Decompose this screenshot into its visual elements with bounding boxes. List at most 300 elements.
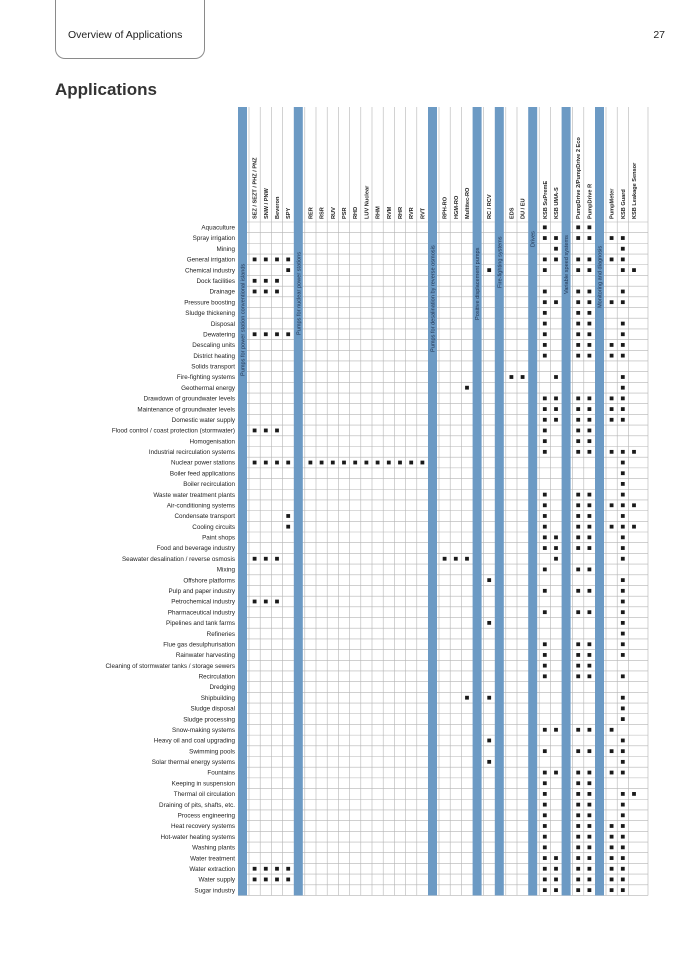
mark — [588, 503, 592, 507]
mark — [576, 354, 580, 358]
mark — [264, 429, 268, 433]
mark — [621, 749, 625, 753]
mark — [576, 728, 580, 732]
mark — [621, 557, 625, 561]
mark — [632, 792, 636, 796]
mark — [543, 503, 547, 507]
mark — [554, 557, 558, 561]
mark — [576, 546, 580, 550]
mark — [588, 749, 592, 753]
row-label: Washing plants — [192, 844, 235, 852]
row-label: Sugar industry — [194, 887, 235, 895]
mark — [253, 878, 257, 882]
mark — [610, 856, 614, 860]
mark — [576, 771, 580, 775]
mark — [588, 845, 592, 849]
mark — [621, 396, 625, 400]
mark — [588, 429, 592, 433]
mark — [588, 525, 592, 529]
group-strip — [595, 107, 604, 895]
mark — [543, 311, 547, 315]
mark — [275, 878, 279, 882]
mark — [286, 268, 290, 272]
mark — [621, 717, 625, 721]
mark — [487, 268, 491, 272]
mark — [443, 557, 447, 561]
mark — [576, 568, 580, 572]
mark — [610, 878, 614, 882]
mark — [409, 461, 413, 465]
mark — [621, 760, 625, 764]
mark — [588, 268, 592, 272]
mark — [576, 268, 580, 272]
mark — [588, 824, 592, 828]
group-label: Fire-fighting systems — [497, 236, 504, 288]
mark — [543, 300, 547, 304]
mark — [554, 247, 558, 251]
mark — [543, 225, 547, 229]
mark — [264, 332, 268, 336]
group-strip — [428, 107, 437, 895]
mark — [576, 835, 580, 839]
mark — [621, 792, 625, 796]
mark — [264, 279, 268, 283]
mark — [543, 803, 547, 807]
row-label: Maintenance of groundwater levels — [137, 406, 235, 414]
column-header: KSB SuPremE — [542, 180, 549, 219]
row-label: Cooling circuits — [192, 523, 235, 531]
mark — [621, 706, 625, 710]
mark — [554, 771, 558, 775]
row-label: Boiler feed applications — [169, 470, 235, 478]
mark — [621, 642, 625, 646]
mark — [621, 878, 625, 882]
row-label: Petrochemical industry — [171, 598, 235, 606]
column-header: Multitec-RO — [465, 187, 471, 219]
mark — [588, 878, 592, 882]
page-title: Applications — [55, 80, 158, 99]
mark — [576, 888, 580, 892]
mark — [621, 268, 625, 272]
mark — [576, 749, 580, 753]
mark — [621, 653, 625, 657]
row-label: Solids transport — [191, 363, 235, 371]
row-label: Snow-making systems — [172, 726, 235, 734]
mark — [543, 568, 547, 572]
row-label: Domestic water supply — [171, 416, 235, 424]
mark — [621, 343, 625, 347]
mark — [286, 878, 290, 882]
mark — [398, 461, 402, 465]
mark — [264, 290, 268, 294]
mark — [588, 610, 592, 614]
mark — [487, 696, 491, 700]
row-label: Air-conditioning systems — [166, 502, 235, 510]
mark — [286, 258, 290, 262]
mark — [510, 375, 514, 379]
row-label: Industrial recirculation systems — [148, 449, 235, 457]
mark — [621, 813, 625, 817]
mark — [588, 300, 592, 304]
row-label: Heat recovery systems — [170, 823, 235, 831]
mark — [554, 878, 558, 882]
mark — [275, 557, 279, 561]
mark — [610, 450, 614, 454]
mark — [588, 888, 592, 892]
mark — [543, 493, 547, 497]
mark — [610, 343, 614, 347]
mark — [543, 546, 547, 550]
mark — [554, 258, 558, 262]
mark — [576, 493, 580, 497]
group-strip — [238, 107, 247, 895]
column-header: HGM-RO — [453, 195, 460, 219]
mark — [543, 610, 547, 614]
row-label: Geothermal energy — [181, 384, 235, 392]
mark — [588, 450, 592, 454]
mark — [621, 354, 625, 358]
mark — [576, 514, 580, 518]
row-label: Shipbuilding — [200, 694, 235, 702]
row-label: Offshore platforms — [183, 577, 235, 585]
mark — [621, 674, 625, 678]
mark — [588, 813, 592, 817]
mark — [621, 600, 625, 604]
mark — [621, 835, 625, 839]
mark — [543, 728, 547, 732]
mark — [576, 396, 580, 400]
section-tab-label: Overview of Applications — [68, 29, 183, 41]
mark — [275, 258, 279, 262]
mark — [621, 535, 625, 539]
mark — [588, 396, 592, 400]
mark — [253, 867, 257, 871]
mark — [621, 546, 625, 550]
mark — [465, 696, 469, 700]
group-label: Drives — [530, 231, 537, 247]
row-label: Pressure boosting — [184, 299, 235, 307]
mark — [576, 845, 580, 849]
mark — [588, 803, 592, 807]
mark — [543, 867, 547, 871]
mark — [543, 439, 547, 443]
mark — [253, 461, 257, 465]
mark — [543, 236, 547, 240]
mark — [264, 867, 268, 871]
mark — [632, 503, 636, 507]
mark — [543, 845, 547, 849]
mark — [621, 578, 625, 582]
mark — [543, 781, 547, 785]
row-label: Paint shops — [202, 534, 235, 542]
mark — [543, 332, 547, 336]
mark — [588, 867, 592, 871]
mark — [554, 867, 558, 871]
mark — [610, 771, 614, 775]
mark — [554, 407, 558, 411]
mark — [621, 450, 625, 454]
mark — [543, 642, 547, 646]
mark — [576, 300, 580, 304]
mark — [621, 332, 625, 336]
mark — [576, 867, 580, 871]
mark — [588, 225, 592, 229]
mark — [588, 664, 592, 668]
row-label: General irrigation — [186, 256, 235, 264]
mark — [621, 375, 625, 379]
mark — [621, 888, 625, 892]
mark — [253, 332, 257, 336]
mark — [576, 803, 580, 807]
mark — [353, 461, 357, 465]
mark — [275, 332, 279, 336]
mark — [576, 856, 580, 860]
mark — [487, 739, 491, 743]
column-header: DU / EU — [520, 198, 527, 219]
column-header: PumpDrive 2/PumpDrive 2 Eco — [576, 137, 583, 219]
row-label: Descaling units — [192, 342, 235, 350]
mark — [576, 439, 580, 443]
mark — [543, 268, 547, 272]
mark — [610, 396, 614, 400]
mark — [610, 867, 614, 871]
mark — [264, 878, 268, 882]
row-label: Process engineering — [177, 812, 235, 820]
mark — [454, 557, 458, 561]
row-label: Water supply — [198, 876, 235, 884]
mark — [588, 589, 592, 593]
mark — [576, 878, 580, 882]
mark — [554, 888, 558, 892]
mark — [576, 225, 580, 229]
row-label: Water extraction — [189, 865, 235, 873]
row-label: Water treatment — [190, 855, 235, 863]
row-label: Mining — [216, 245, 235, 253]
mark — [610, 835, 614, 839]
mark — [576, 589, 580, 593]
column-header: RVR — [409, 207, 416, 219]
mark — [543, 407, 547, 411]
mark — [543, 589, 547, 593]
row-label: Sludge disposal — [190, 705, 235, 713]
group-label: Variable speed systems — [564, 235, 571, 294]
mark — [621, 482, 625, 486]
row-label: Aquaculture — [201, 224, 235, 232]
mark — [554, 535, 558, 539]
row-label: Drawdown of groundwater levels — [143, 395, 235, 403]
row-label: Sludge thickening — [185, 310, 235, 318]
mark — [621, 589, 625, 593]
mark — [576, 642, 580, 646]
row-label: Homogenisation — [189, 438, 235, 446]
group-strip — [495, 107, 504, 895]
mark — [554, 856, 558, 860]
mark — [588, 546, 592, 550]
mark — [543, 535, 547, 539]
group-strip — [528, 107, 537, 895]
mark — [588, 322, 592, 326]
mark — [588, 343, 592, 347]
mark — [543, 749, 547, 753]
mark — [621, 236, 625, 240]
mark — [621, 300, 625, 304]
mark — [576, 535, 580, 539]
row-label: Keeping in suspension — [171, 780, 235, 788]
group-label: Positive displacement pumps — [475, 247, 482, 320]
mark — [543, 888, 547, 892]
mark — [264, 600, 268, 604]
mark — [543, 674, 547, 678]
page-number: 27 — [653, 29, 665, 41]
mark — [621, 610, 625, 614]
column-header: SPY — [286, 207, 293, 219]
mark — [543, 771, 547, 775]
group-strip — [473, 107, 482, 895]
mark — [621, 386, 625, 390]
row-label: Flood control / coast protection (stormwater) — [111, 427, 235, 435]
mark — [588, 407, 592, 411]
mark — [610, 845, 614, 849]
mark — [621, 856, 625, 860]
row-label: Cleaning of stormwater tanks / storage sewers — [105, 662, 235, 670]
mark — [610, 888, 614, 892]
row-label: Hot-water heating systems — [160, 833, 235, 841]
mark — [253, 258, 257, 262]
mark — [543, 418, 547, 422]
mark — [621, 503, 625, 507]
mark — [253, 600, 257, 604]
mark — [275, 429, 279, 433]
mark — [632, 268, 636, 272]
mark — [588, 354, 592, 358]
mark — [610, 418, 614, 422]
mark — [621, 621, 625, 625]
column-header: EDS — [509, 207, 516, 219]
mark — [621, 739, 625, 743]
row-label: Pipelines and tank farms — [166, 620, 235, 628]
row-label: Spray irrigation — [192, 235, 235, 243]
mark — [621, 525, 625, 529]
mark — [621, 290, 625, 294]
mark — [621, 824, 625, 828]
mark — [588, 290, 592, 294]
mark — [621, 845, 625, 849]
mark — [543, 664, 547, 668]
mark — [621, 493, 625, 497]
mark — [286, 332, 290, 336]
mark — [576, 674, 580, 678]
mark — [576, 792, 580, 796]
mark — [264, 258, 268, 262]
mark — [275, 461, 279, 465]
mark — [554, 418, 558, 422]
mark — [543, 653, 547, 657]
mark — [621, 322, 625, 326]
row-label: Nuclear power stations — [170, 459, 235, 467]
column-header: PSR — [342, 207, 348, 219]
mark — [576, 407, 580, 411]
mark — [610, 236, 614, 240]
group-strip — [294, 107, 303, 895]
mark — [554, 300, 558, 304]
mark — [554, 236, 558, 240]
mark — [621, 696, 625, 700]
column-header: RVM — [386, 206, 393, 219]
mark — [588, 493, 592, 497]
mark — [588, 439, 592, 443]
mark — [588, 792, 592, 796]
mark — [621, 461, 625, 465]
mark — [275, 279, 279, 283]
mark — [275, 290, 279, 294]
mark — [610, 503, 614, 507]
mark — [576, 664, 580, 668]
mark — [253, 429, 257, 433]
mark — [543, 835, 547, 839]
row-label: Rainwater harvesting — [175, 652, 235, 660]
mark — [588, 781, 592, 785]
row-label: Seawater desalination / reverse osmosis — [121, 555, 235, 563]
column-header: RPH-RO — [442, 196, 449, 219]
mark — [487, 578, 491, 582]
group-label: Pumps for power station conventional islands — [240, 263, 247, 376]
mark — [543, 290, 547, 294]
mark — [376, 461, 380, 465]
mark — [576, 258, 580, 262]
row-label: Flue gas desulphurisation — [163, 641, 235, 649]
group-label: Pumps for nuclear power stations — [296, 251, 303, 335]
mark — [588, 236, 592, 240]
mark — [543, 258, 547, 262]
mark — [588, 418, 592, 422]
mark — [543, 396, 547, 400]
mark — [543, 824, 547, 828]
mark — [543, 792, 547, 796]
mark — [621, 407, 625, 411]
mark — [487, 760, 491, 764]
mark — [588, 258, 592, 262]
row-label: Drainage — [209, 288, 235, 296]
group-label: Monitoring and diagnosis — [597, 245, 604, 308]
mark — [588, 771, 592, 775]
mark — [621, 771, 625, 775]
row-label: Recirculation — [198, 673, 235, 681]
mark — [576, 343, 580, 347]
mark — [331, 461, 335, 465]
column-header: RSR — [319, 207, 326, 219]
mark — [421, 461, 425, 465]
mark — [543, 322, 547, 326]
mark — [365, 461, 369, 465]
mark — [632, 450, 636, 454]
mark — [487, 621, 491, 625]
row-label: District heating — [193, 352, 235, 360]
row-label: Boiler recirculation — [183, 481, 235, 489]
mark — [588, 728, 592, 732]
mark — [588, 642, 592, 646]
column-header: SEZ / SEZT / PHZ / PNZ — [252, 157, 259, 219]
column-header: KSB Leakage Sensor — [632, 162, 638, 219]
row-label: Chemical industry — [184, 267, 235, 275]
row-label: Dewatering — [203, 331, 235, 339]
mark — [543, 450, 547, 454]
mark — [576, 450, 580, 454]
row-label: Sludge processing — [183, 716, 235, 724]
mark — [554, 396, 558, 400]
column-header: RUV — [330, 207, 337, 219]
mark — [632, 525, 636, 529]
mark — [543, 514, 547, 518]
